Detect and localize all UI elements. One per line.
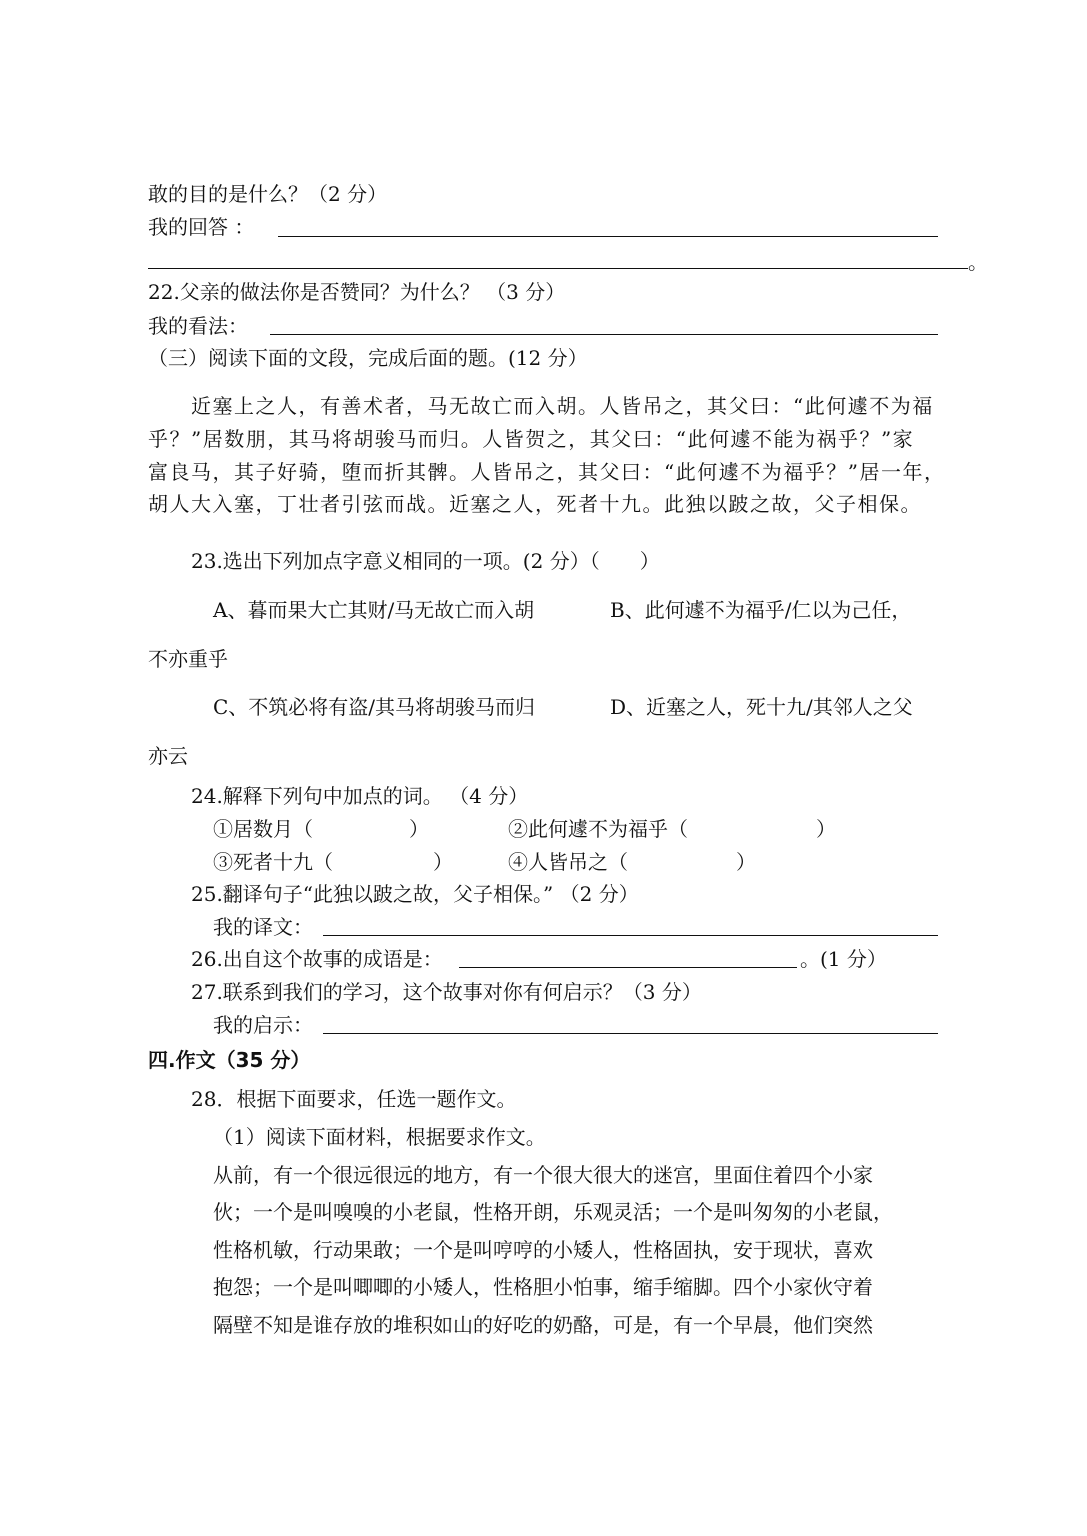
q27-answer-label: 我的启示： xyxy=(213,1013,313,1037)
q28-sub-question-1: （1）阅读下面材料，根据要求作文。 xyxy=(213,1125,546,1149)
q24-question: 24.解释下列句中加点的词。 （4 分） xyxy=(191,784,529,808)
material-line: 性格机敏，行动果敢；一个是叫哼哼的小矮人，性格固执，安于现状，喜欢 xyxy=(213,1238,873,1262)
q26-question: 26.出自这个故事的成语是： xyxy=(191,947,443,971)
material-line: 从前，有一个很远很远的地方，有一个很大很大的迷宫，里面住着四个小家 xyxy=(213,1163,873,1187)
material-line: 伙；一个是叫嗅嗅的小老鼠，性格开朗，乐观灵活；一个是叫匆匆的小老鼠， xyxy=(213,1200,893,1224)
material-line: 隔壁不知是谁存放的堆积如山的好吃的奶酪，可是，有一个早晨，他们突然 xyxy=(213,1313,873,1337)
q21-answer-line-2[interactable] xyxy=(148,268,968,269)
q25-answer-line[interactable] xyxy=(323,935,938,936)
q21-answer-line-1[interactable] xyxy=(278,236,938,237)
q23-option-d-continued: 亦云 xyxy=(148,744,188,768)
q21-question-tail: 敢的目的是什么？（2 分） xyxy=(148,182,388,206)
section3-title: （三）阅读下面的文段，完成后面的题。(12 分） xyxy=(148,346,588,370)
passage-line: 近塞上之人，有善术者，马无故亡而入胡。人皆吊之，其父曰：“此何遽不为福 xyxy=(191,394,934,418)
q26-answer-line[interactable] xyxy=(459,967,797,968)
q23-option-c: C、不筑必将有盗/其马将胡骏马而归 xyxy=(213,695,536,719)
q23-question: 23.选出下列加点字意义相同的一项。(2 分）（ ） xyxy=(191,549,660,573)
passage-line: 胡人大入塞，丁壮者引弦而战。近塞之人，死者十九。此独以跛之故，父子相保。 xyxy=(148,492,922,516)
q25-question: 25.翻译句子“此独以跛之故，父子相保。” （2 分） xyxy=(191,882,639,906)
material-line: 抱怨；一个是叫唧唧的小矮人，性格胆小怕事，缩手缩脚。四个小家伙守着 xyxy=(213,1275,873,1299)
q23-option-b: B、此何遽不为福乎/仁以为己任， xyxy=(610,598,912,622)
q24-item-2: ②此何遽不为福乎（ ） xyxy=(508,817,836,841)
q23-option-b-continued: 不亦重乎 xyxy=(148,647,228,671)
q26-score: 。(1 分） xyxy=(800,947,887,971)
q22-answer-label: 我的看法： xyxy=(148,314,248,338)
q27-answer-line[interactable] xyxy=(323,1033,938,1034)
q23-option-a: A、暮而果大亡其财/马无故亡而入胡 xyxy=(213,598,535,622)
q21-period: 。 xyxy=(968,250,988,274)
q24-item-3: ③死者十九（ ） xyxy=(213,850,453,874)
q27-question: 27.联系到我们的学习，这个故事对你有何启示？（3 分） xyxy=(191,980,702,1004)
q25-answer-label: 我的译文： xyxy=(213,915,313,939)
passage-line: 乎？”居数朋，其马将胡骏马而归。人皆贺之，其父曰：“此何遽不能为祸乎？”家 xyxy=(148,427,915,451)
q24-item-4: ④人皆吊之（ ） xyxy=(508,850,756,874)
q22-answer-line[interactable] xyxy=(270,334,938,335)
passage-line: 富良马，其子好骑，堕而折其髀。人皆吊之，其父曰：“此何遽不为福乎？”居一年， xyxy=(148,460,946,484)
q21-answer-label: 我的回答 ： xyxy=(148,215,255,239)
q24-item-1: ①居数月（ ） xyxy=(213,817,429,841)
section4-title: 四.作文（35 分） xyxy=(148,1048,311,1072)
q23-option-d: D、近塞之人，死十九/其邻人之父 xyxy=(610,695,913,719)
q22-question: 22.父亲的做法你是否赞同？为什么？ （3 分） xyxy=(148,280,566,304)
q28-instruction: 28．根据下面要求，任选一题作文。 xyxy=(191,1087,517,1111)
